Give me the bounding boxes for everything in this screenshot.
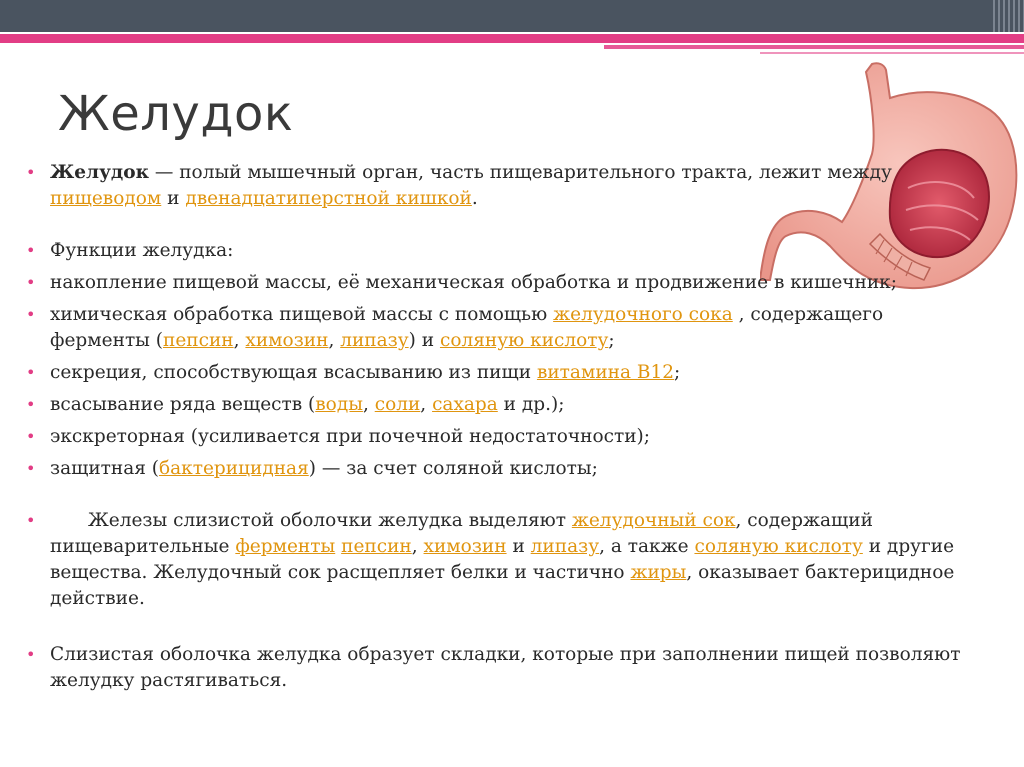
content [26,160,976,694]
text: и [161,188,186,209]
mucosa-item: • Слизистая оболочка желудка образует складки, которые при заполнении пищей позволяют желудку растягиваться. [26,642,976,694]
text: — полый мышечный орган, часть пищеварительного тракта, лежит между [148,162,892,183]
link-lipase[interactable]: липазу [340,330,409,351]
link-pepsin-2[interactable]: пепсин [341,536,412,557]
function-item [26,392,976,418]
text: , [411,536,424,557]
text: всасывание ряда веществ ( [50,394,316,415]
text: , содержащего ферменты ( [50,304,884,351]
text: ; [674,362,681,383]
link-fats[interactable]: жиры [630,562,687,583]
top-bar [0,0,1024,32]
link-chymosin-2[interactable]: химозин [423,536,507,557]
link-pepsin[interactable]: пепсин [163,330,234,351]
text: , [362,394,375,415]
text: и др.); [497,394,565,415]
text: химическая обработка пищевой массы с помощью [50,304,554,325]
link-vitamin-b12[interactable]: витамина B12 [536,362,675,383]
text: и [506,536,531,557]
link-salt[interactable]: соли [374,394,421,415]
text: ) — за счет соляной кислоты; [308,458,598,479]
link-lipase-2[interactable]: липазу [530,536,600,557]
text: и другие вещества. Желудочный сок расщепляет белки и частично [50,536,955,583]
function-item [26,302,976,354]
link-esophagus[interactable]: пищеводом [50,188,162,209]
function-item [26,360,976,386]
accent-line-2 [604,45,1024,49]
accent-line-3 [760,52,1024,54]
link-hydrochloric-acid[interactable]: соляную кислоту [439,330,609,351]
text: секреция, способствующая всасыванию из пищи [50,362,537,383]
text: , содержащий пищеварительные [50,510,873,557]
text: , [233,330,246,351]
link-gastric-juice[interactable]: желудочного сока [553,304,733,325]
text: , [328,330,341,351]
link-water[interactable]: воды [315,394,363,415]
link-sugar[interactable]: сахара [432,394,498,415]
text: защитная ( [50,458,160,479]
link-duodenum[interactable]: двенадцатиперстной кишкой [185,188,472,209]
text: , а также [599,536,695,557]
link-chymosin[interactable]: химозин [245,330,329,351]
term: Желудок [50,162,149,183]
link-bactericidal[interactable]: бактерицидная [159,458,309,479]
text: ) и [408,330,440,351]
accent-line [0,34,1024,43]
top-bar-stripes [990,0,1024,32]
text: Железы слизистой оболочки желудка выделяют [88,510,572,531]
glands-item [26,508,976,612]
function-item: • накопление пищевой массы, её механическая обработка и продвижение в кишечник; [26,270,976,296]
link-gastric-juice-2[interactable]: желудочный сок [571,510,736,531]
text: , оказывает бактерицидное действие. [50,562,955,609]
text: , [420,394,433,415]
function-item: • экскреторная (усиливается при почечной недостаточности); [26,424,976,450]
link-enzymes[interactable]: ферменты [235,536,336,557]
intro-item [26,160,976,212]
text: . [471,188,478,209]
functions-heading: • Функции желудка: [26,238,976,264]
slide-title: Желудок [58,86,294,142]
function-item [26,456,976,482]
text: ; [608,330,615,351]
link-hydrochloric-acid-2[interactable]: соляную кислоту [694,536,863,557]
